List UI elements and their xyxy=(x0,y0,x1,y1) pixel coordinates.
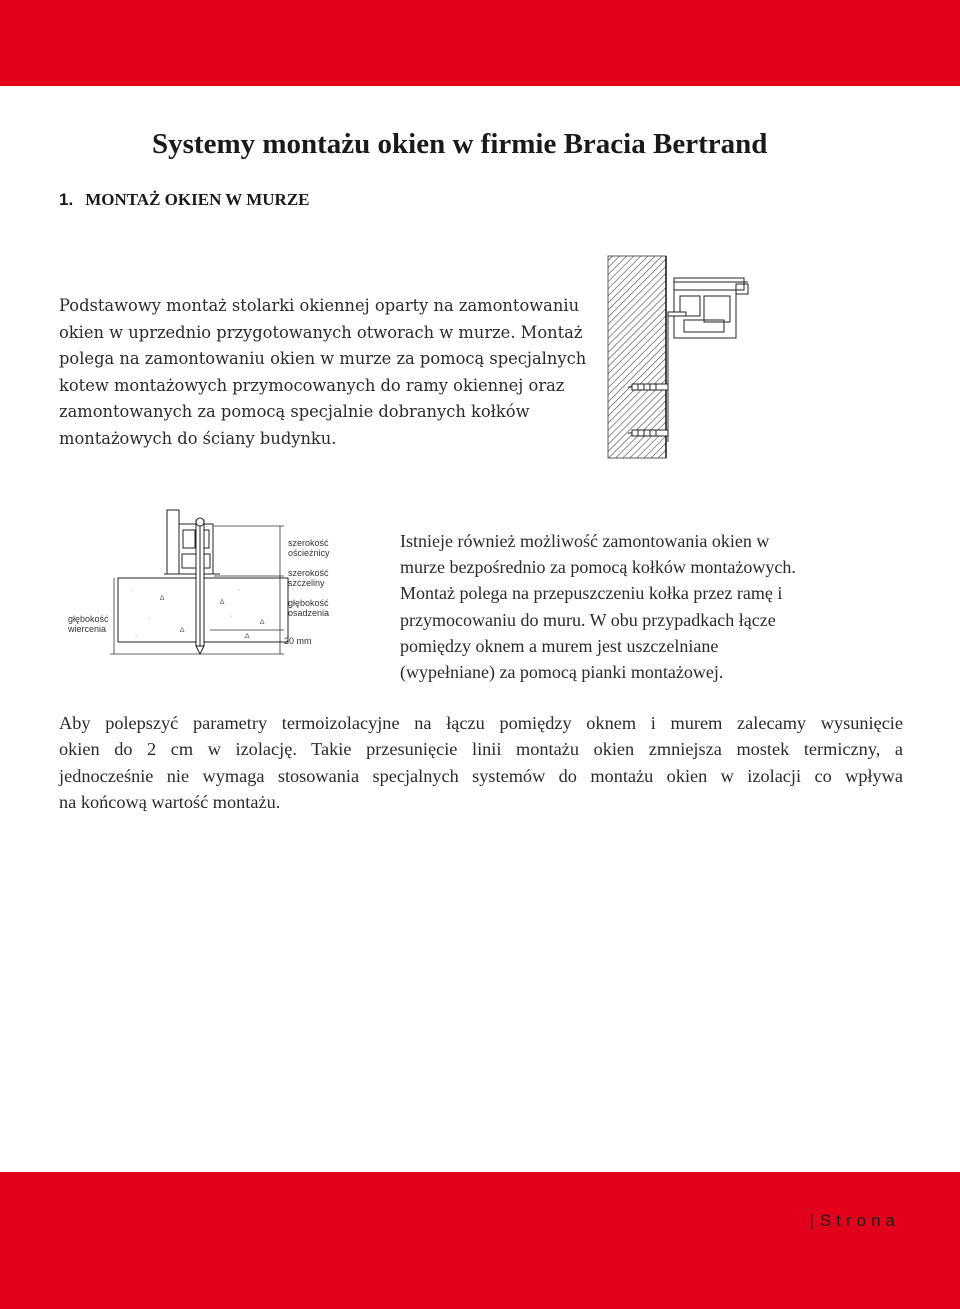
footer-band xyxy=(0,1172,960,1309)
svg-text:·: · xyxy=(238,587,241,594)
label-dimension: 20 mm xyxy=(284,636,312,646)
svg-text:∆: ∆ xyxy=(180,627,185,634)
text-line: (wypełniane) za pomocą pianki montażowej. xyxy=(400,662,724,683)
text-line: przymocowaniu do muru. W obu przypadkach łącze xyxy=(400,609,776,630)
anchor-mounting-diagram xyxy=(602,252,752,462)
page-number-separator: | xyxy=(809,1211,814,1230)
page-number-value: 3 xyxy=(794,1211,804,1230)
svg-text:·: · xyxy=(135,633,138,640)
text-line: kotew montażowych przymocowanych do ramy okiennej oraz xyxy=(59,375,565,395)
text-line: pomiędzy oknem a murem jest uszczelniane xyxy=(400,635,719,656)
header-band xyxy=(0,0,960,86)
svg-text:·: · xyxy=(230,613,233,620)
svg-text:∆: ∆ xyxy=(260,619,265,626)
text-line: montażowych do ściany budynku. xyxy=(59,428,337,448)
wall-plug-lower xyxy=(628,430,668,436)
svg-text:·: · xyxy=(130,587,133,594)
paragraph-anchor-mounting xyxy=(59,293,599,452)
label-gap-width: szerokość szczeliny xyxy=(288,568,329,588)
text-line: Montaż polega na przepuszczeniu kołka przez ramę i xyxy=(400,583,783,604)
window-frame-profile xyxy=(674,278,748,338)
frame-dowel xyxy=(196,518,204,654)
page-number xyxy=(794,1211,900,1231)
paragraph-dowel-mounting xyxy=(400,528,920,685)
section-heading xyxy=(59,190,310,210)
text-line: murze bezpośrednio za pomocą kołków montażowych. xyxy=(400,557,796,578)
frame-screw xyxy=(668,312,686,316)
text-line: polega na zamontowaniu okien w murze za pomocą specjalnych xyxy=(59,349,587,368)
label-frame-width: szerokość ościeżnicy xyxy=(288,538,330,558)
window-frame-profile xyxy=(164,510,220,574)
section-heading-text: MONTAŻ OKIEN W MURZE xyxy=(85,190,310,209)
label-setting-depth: głębokość osadzenia xyxy=(288,598,330,618)
page-word: Strona xyxy=(819,1211,900,1230)
label-drilling-depth: głębokość wiercenia xyxy=(68,614,109,634)
svg-text:∆: ∆ xyxy=(245,633,250,640)
page-title: Systemy montażu okien w firmie Bracia Bertrand xyxy=(152,128,768,160)
paragraph-insulation-mounting xyxy=(59,710,903,816)
wall-plug-upper xyxy=(628,384,668,390)
text-line: jednocześnie nie wymaga stosowania specjalnych systemów do montażu okien w izolacji co wpływa xyxy=(59,765,903,786)
text-line: Aby polepszyć parametry termoizolacyjne na łączu pomiędzy oknem i murem zalecamy wysunięcie xyxy=(59,713,903,733)
text-line: na końcową wartość montażu. xyxy=(59,792,281,813)
text-line: Istnieje również możliwość zamontowania okien w xyxy=(400,531,770,551)
text-line: Podstawowy montaż stolarki okiennej oparty na zamontowaniu xyxy=(59,296,580,315)
dowel-mounting-diagram xyxy=(60,500,360,660)
svg-text:·: · xyxy=(148,615,151,622)
wall-section xyxy=(608,256,666,458)
svg-text:∆: ∆ xyxy=(220,599,225,606)
text-line: okien do 2 cm w izolację. Takie przesunięcie linii montażu okien zmniejsza mostek termiczny, a xyxy=(59,739,903,760)
section-number: 1. xyxy=(59,190,74,209)
text-line: zamontowanych za pomocą specjalnie dobranych kołków xyxy=(59,402,530,421)
svg-text:∆: ∆ xyxy=(160,595,165,602)
text-line: okien w uprzednio przygotowanych otworach w murze. Montaż xyxy=(59,322,583,342)
